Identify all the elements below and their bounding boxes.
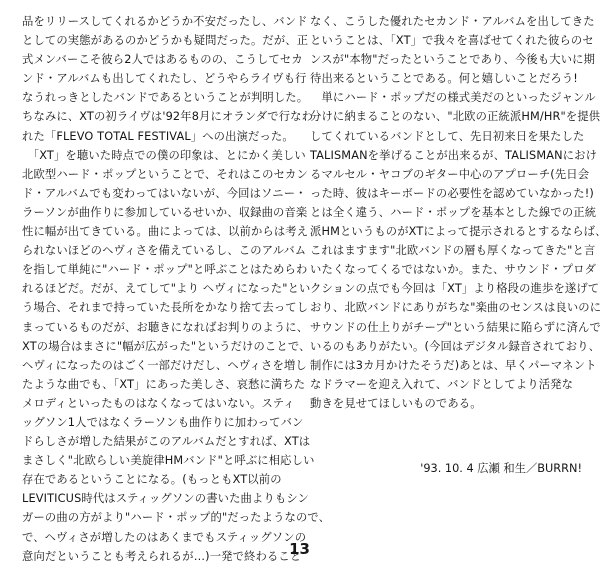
text-line: LEVITICUS時代はスティッグソンの書いた曲よりもシン xyxy=(22,492,309,506)
text-line: るマルセル・ヤコブのギター中心のアプローチ(先日会 xyxy=(310,167,590,181)
text-line: XTの場合はまさに"幅が広がった"というだけのことで、 xyxy=(22,339,311,353)
text-line: サウンドの仕上りがチープ"という結果に陥らずに済んで xyxy=(310,320,601,334)
text-line: 制作には3カ月かけたそうだ)あとは、早くパーマネント xyxy=(310,358,597,372)
text-line: った時、彼はキーボードの必要性を認めていなかった!) xyxy=(310,186,594,200)
text-line: ちなみに、XTの初ライヴは'92年8月にオランダで行なわ xyxy=(22,110,314,124)
text-line: ド・アルバムでも変わってはいないが、今回はソニー・ xyxy=(22,186,307,200)
text-line: ンド・アルバムも出してくれたし、どうやらライヴも行 xyxy=(22,72,307,86)
text-line: クションの点でも今回は「XT」より格段の進歩を遂げて xyxy=(310,282,600,296)
text-line: 品をリリースしてくれるかどうか不安だったし、バンド xyxy=(22,15,308,28)
right-text-column xyxy=(310,12,607,413)
text-line: られないほどのヘヴィさを備えているし、このアルバム xyxy=(22,244,307,258)
text-line: TALISMANを挙げることが出来るが、TALISMANにおけ xyxy=(310,148,598,162)
text-line: 「XT」を聴いた時点での僕の印象は、とにかく美しい xyxy=(22,148,306,162)
text-line: ガーの曲の方がより"ハード・ポップ的"だったようなので、 xyxy=(22,511,331,525)
text-line: 単にハード・ポップだの様式美だのといったジャンル xyxy=(310,91,596,105)
text-line: を指して単純に"ハード・ポップ"と呼ぶことはためらわ xyxy=(22,263,308,277)
author-signature: '93. 10. 4 広瀬 和生／BURRN! xyxy=(420,462,582,475)
text-line: ヘヴィになったのはごく一部だけだし、ヘヴィさを増し xyxy=(22,358,307,372)
text-line: 分けに納まることのない、"北欧の正統派HM/HR"を提供 xyxy=(310,110,601,124)
text-line: う場合、それまで持っていた長所をかなり捨て去ってし xyxy=(22,301,309,315)
page-number: 13 xyxy=(289,540,310,558)
text-line: で、ヘヴィさが増したのはあくまでもスティッグソンの xyxy=(22,530,307,544)
text-line: ンスが"本物"だったということであり、今後も大いに期 xyxy=(310,53,596,67)
text-line: なく、こうした優れたセカンド・アルバムを出してきた xyxy=(310,15,595,28)
text-line: ラーソンが曲作りに参加しているせいか、収録曲の音楽 xyxy=(22,205,308,219)
text-line: 北欧型ハード・ポップということで、それはこのセカン xyxy=(22,167,308,181)
text-line: これはますます"北欧バンドの層も厚くなってきた"と言 xyxy=(310,244,596,258)
text-line: おり、北欧バンドにありがちな"楽曲のセンスは良いのに xyxy=(310,301,602,315)
text-line: 式メンバーこそ彼ら2人ではあるものの、こうしてセカ xyxy=(22,53,303,67)
text-line: 存在であるということになる。(もっともXT以前の xyxy=(22,473,282,487)
text-line: なうれっきとしたバンドであるということが判明した。 xyxy=(22,91,309,105)
text-line: ッグソン1人ではなくラーソンも曲作りに加わってバン xyxy=(22,415,304,429)
text-line: してくれているバンドとして、先日初来日を果たした xyxy=(310,129,585,143)
text-line: としての実態があるのかどうかも疑問だった。だが、正 xyxy=(22,34,309,48)
text-line: メロディといったものはなくなってはいない。スティ xyxy=(22,396,295,410)
text-line: 動きを見せてほしいものである。 xyxy=(310,396,482,410)
text-line: いるのもありがたい。(今回はデジタル録音されており、 xyxy=(310,339,601,353)
text-line: れた「FLEVO TOTAL FESTIVAL」への出演だった。 xyxy=(22,129,294,143)
text-line: 意向だということも考えられるが…)一発で終わること xyxy=(22,549,302,563)
text-line: ということは、「XT」で我々を喜ばせてくれた彼らのセ xyxy=(310,34,594,48)
text-line: ドらしさが増した結果がこのアルバムだとすれば、XTは xyxy=(22,435,311,449)
text-line: なドラマーを迎え入れて、バンドとしてより活発な xyxy=(310,377,574,391)
text-line: まさしく"北欧らしい美旋律HMバンド"と呼ぶに相応しい xyxy=(22,454,315,468)
text-line: とは全く違う、ハード・ポップを基本とした線での正統 xyxy=(310,205,597,219)
text-line: 待出来るということである。何と嬉しいことだろう! xyxy=(310,72,578,86)
text-line: 派HMというものがXTによって提示されるとするならば、 xyxy=(310,225,607,239)
text-line: いたくなってくるではないか。また、サウンド・プロダ xyxy=(310,263,597,277)
text-line: まっているものだが、お聴きになればお判りのように、 xyxy=(22,320,309,334)
text-line: れるほどだ。だが、えてして"より ヘヴィになった"とい xyxy=(22,282,311,296)
text-line: 性に幅が出てきている。曲によっては、以前からは考え xyxy=(22,225,309,239)
text-line: たような曲でも、「XT」にあった美しさ、哀愁に満ちた xyxy=(22,377,306,391)
